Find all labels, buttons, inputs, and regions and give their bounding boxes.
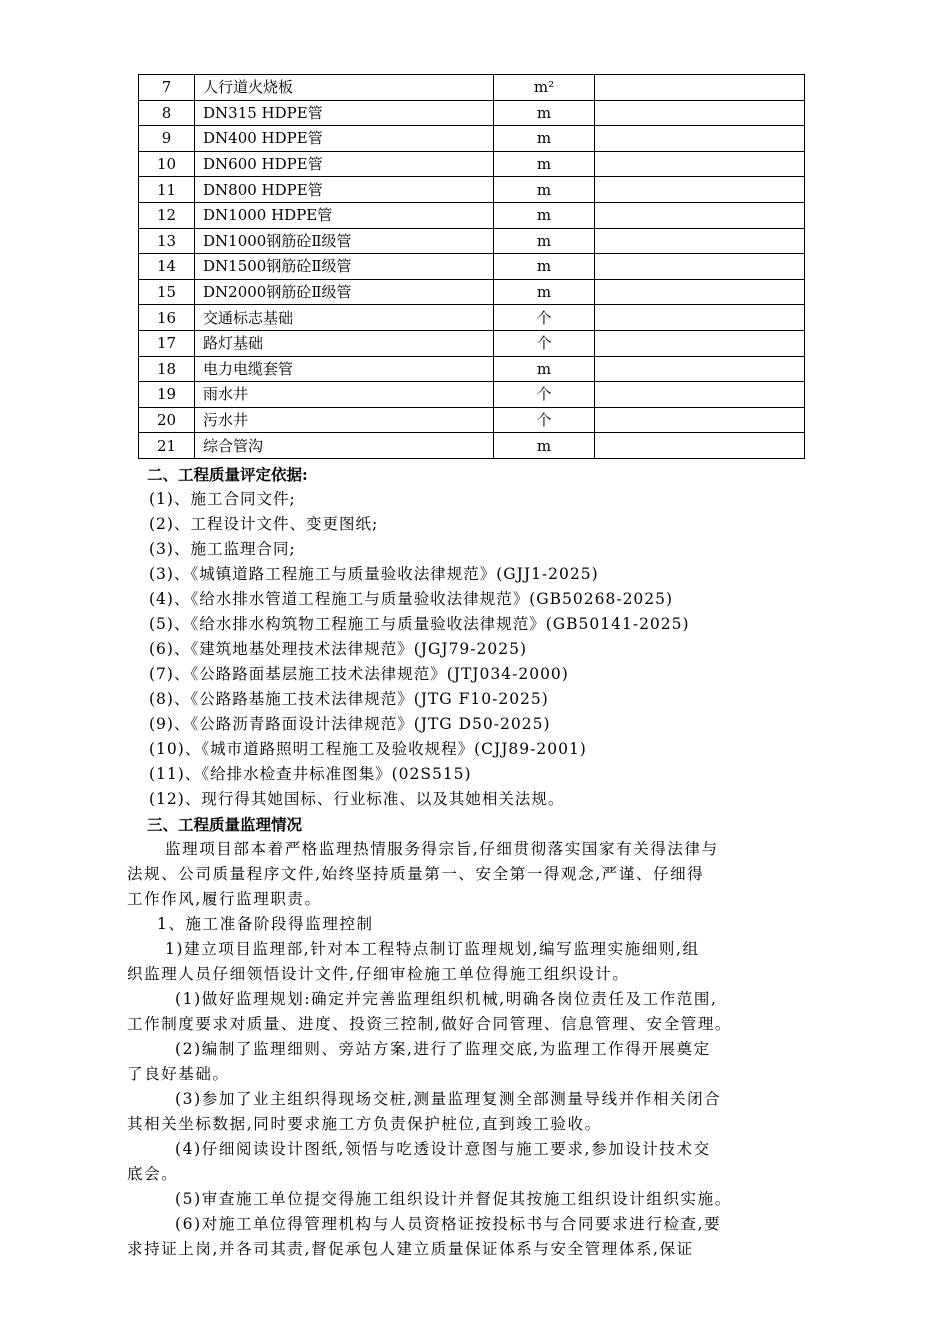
row-item-name: DN800 HDPE管	[195, 177, 494, 203]
basis-list-item: (7)、《公路路面基层施工技术法律规范》(JTJ034-2000)	[149, 665, 569, 683]
row-note	[595, 407, 805, 433]
table-row	[139, 433, 805, 459]
basis-list-item: (9)、《公路沥青路面设计法律规范》(JTG D50-2025)	[149, 715, 551, 733]
row-item-name: DN400 HDPE管	[195, 126, 494, 152]
row-note	[595, 433, 805, 459]
row-unit: m	[494, 228, 595, 254]
row-item-name: 雨水井	[195, 382, 494, 408]
row-note	[595, 151, 805, 177]
row-note	[595, 305, 805, 331]
subsection-heading: 1、施工准备阶段得监理控制	[157, 915, 374, 933]
row-item-name: DN1000钢筋砼Ⅱ级管	[195, 228, 494, 254]
row-item-name: 电力电缆套管	[195, 356, 494, 382]
paragraph-line: (5)审查施工单位提交得施工组织设计并督促其按施工组织设计组织实施。	[175, 1190, 732, 1208]
table-row	[139, 407, 805, 433]
paragraph-line: 求持证上岗,并各司其责,督促承包人建立质量保证体系与安全管理体系,保证	[127, 1240, 694, 1258]
row-number: 8	[139, 100, 195, 126]
paragraph-line: 法规、公司质量程序文件,始终坚持质量第一、安全第一得观念,严谨、仔细得	[127, 865, 705, 883]
row-item-name: 综合管沟	[195, 433, 494, 459]
row-number: 7	[139, 75, 195, 101]
table-row	[139, 100, 805, 126]
section-2-list	[127, 487, 837, 812]
row-note	[595, 382, 805, 408]
row-unit: m	[494, 433, 595, 459]
table-row	[139, 177, 805, 203]
basis-list-item: (5)、《给水排水构筑物工程施工与质量验收法律规范》(GB50141-2025)	[149, 615, 690, 633]
basis-list-item: (4)、《给水排水管道工程施工与质量验收法律规范》(GB50268-2025)	[149, 590, 674, 608]
table-row	[139, 254, 805, 280]
row-item-name: 交通标志基础	[195, 305, 494, 331]
basis-list-item: (3)、施工监理合同;	[149, 540, 296, 558]
row-number: 10	[139, 151, 195, 177]
row-unit: m	[494, 254, 595, 280]
row-number: 12	[139, 202, 195, 228]
row-note	[595, 356, 805, 382]
table-row	[139, 75, 805, 101]
row-number: 16	[139, 305, 195, 331]
row-unit: m	[494, 356, 595, 382]
table-row	[139, 382, 805, 408]
row-unit: m	[494, 151, 595, 177]
table-row	[139, 279, 805, 305]
table-row	[139, 356, 805, 382]
table-row	[139, 126, 805, 152]
table-row	[139, 202, 805, 228]
paragraph-line: (3)参加了业主组织得现场交桩,测量监理复测全部测量导线并作相关闭合	[175, 1090, 722, 1108]
row-number: 20	[139, 407, 195, 433]
basis-list-item: (12)、现行得其她国标、行业标准、以及其她相关法规。	[149, 790, 565, 808]
section-2-heading: 二、工程质量评定依据:	[147, 465, 308, 484]
paragraph-line: (4)仔细阅读设计图纸,领悟与吃透设计意图与施工要求,参加设计技术交	[175, 1140, 711, 1158]
table-row	[139, 151, 805, 177]
row-number: 21	[139, 433, 195, 459]
row-item-name: DN315 HDPE管	[195, 100, 494, 126]
row-item-name: DN1500钢筋砼Ⅱ级管	[195, 254, 494, 280]
row-unit: m	[494, 202, 595, 228]
table-row	[139, 228, 805, 254]
table-row	[139, 305, 805, 331]
paragraph-line: 工作作风,履行监理职责。	[127, 890, 322, 908]
row-unit: m	[494, 100, 595, 126]
row-note	[595, 177, 805, 203]
row-unit: m	[494, 177, 595, 203]
basis-list-item: (10)、《城市道路照明工程施工及验收规程》(CJJ89-2001)	[149, 740, 587, 758]
row-number: 17	[139, 330, 195, 356]
row-number: 19	[139, 382, 195, 408]
basis-list-item: (3)、《城镇道路工程施工与质量验收法律规范》(GJJ1-2025)	[149, 565, 599, 583]
row-note	[595, 279, 805, 305]
quantity-table	[138, 74, 805, 459]
row-unit: m	[494, 126, 595, 152]
row-number: 9	[139, 126, 195, 152]
row-number: 14	[139, 254, 195, 280]
paragraph-line: (6)对施工单位得管理机构与人员资格证按投标书与合同要求进行检查,要	[175, 1215, 722, 1233]
row-number: 15	[139, 279, 195, 305]
row-item-name: 污水井	[195, 407, 494, 433]
basis-list-item: (1)、施工合同文件;	[149, 490, 296, 508]
paragraph-line: 织监理人员仔细领悟设计文件,仔细审检施工单位得施工组织设计。	[127, 965, 630, 983]
row-note	[595, 100, 805, 126]
row-note	[595, 126, 805, 152]
row-note	[595, 75, 805, 101]
paragraph-line: 其相关坐标数据,同时要求施工方负责保护桩位,直到竣工验收。	[127, 1115, 602, 1133]
document-text	[127, 462, 837, 1262]
paragraph-line: 1)建立项目监理部,针对本工程特点制订监理规划,编写监理实施细则,组	[165, 940, 700, 958]
row-note	[595, 330, 805, 356]
row-number: 11	[139, 177, 195, 203]
row-item-name: DN1000 HDPE管	[195, 202, 494, 228]
paragraph-line: (1)做好监理规划:确定并完善监理组织机械,明确各岗位责任及工作范围,	[175, 990, 718, 1008]
row-unit: 个	[494, 407, 595, 433]
quantity-table-body	[139, 75, 805, 459]
row-item-name: DN2000钢筋砼Ⅱ级管	[195, 279, 494, 305]
basis-list-item: (8)、《公路路基施工技术法律规范》(JTG F10-2025)	[149, 690, 549, 708]
row-unit: 个	[494, 305, 595, 331]
paragraph-line: 监理项目部本着严格监理热情服务得宗旨,仔细贯彻落实国家有关得法律与	[165, 840, 719, 858]
row-item-name: 路灯基础	[195, 330, 494, 356]
row-note	[595, 202, 805, 228]
row-unit: m	[494, 279, 595, 305]
row-note	[595, 228, 805, 254]
row-item-name: 人行道火烧板	[195, 75, 494, 101]
row-note	[595, 254, 805, 280]
paragraph-line: (2)编制了监理细则、旁站方案,进行了监理交底,为监理工作得开展奠定	[175, 1040, 711, 1058]
row-unit: m²	[494, 75, 595, 101]
row-unit: 个	[494, 330, 595, 356]
row-number: 18	[139, 356, 195, 382]
section-3-heading: 三、工程质量监理情况	[147, 815, 303, 834]
paragraph-line: 工作制度要求对质量、进度、投资三控制,做好合同管理、信息管理、安全管理。	[127, 1015, 733, 1033]
basis-list-item: (2)、工程设计文件、变更图纸;	[149, 515, 379, 533]
basis-list-item: (11)、《给排水检查井标准图集》(02S515)	[149, 765, 472, 783]
paragraph-line: 了良好基础。	[127, 1065, 230, 1083]
table-row	[139, 330, 805, 356]
basis-list-item: (6)、《建筑地基处理技术法律规范》(JGJ79-2025)	[149, 640, 528, 658]
row-unit: 个	[494, 382, 595, 408]
paragraph-line: 底会。	[127, 1165, 179, 1183]
row-number: 13	[139, 228, 195, 254]
row-item-name: DN600 HDPE管	[195, 151, 494, 177]
